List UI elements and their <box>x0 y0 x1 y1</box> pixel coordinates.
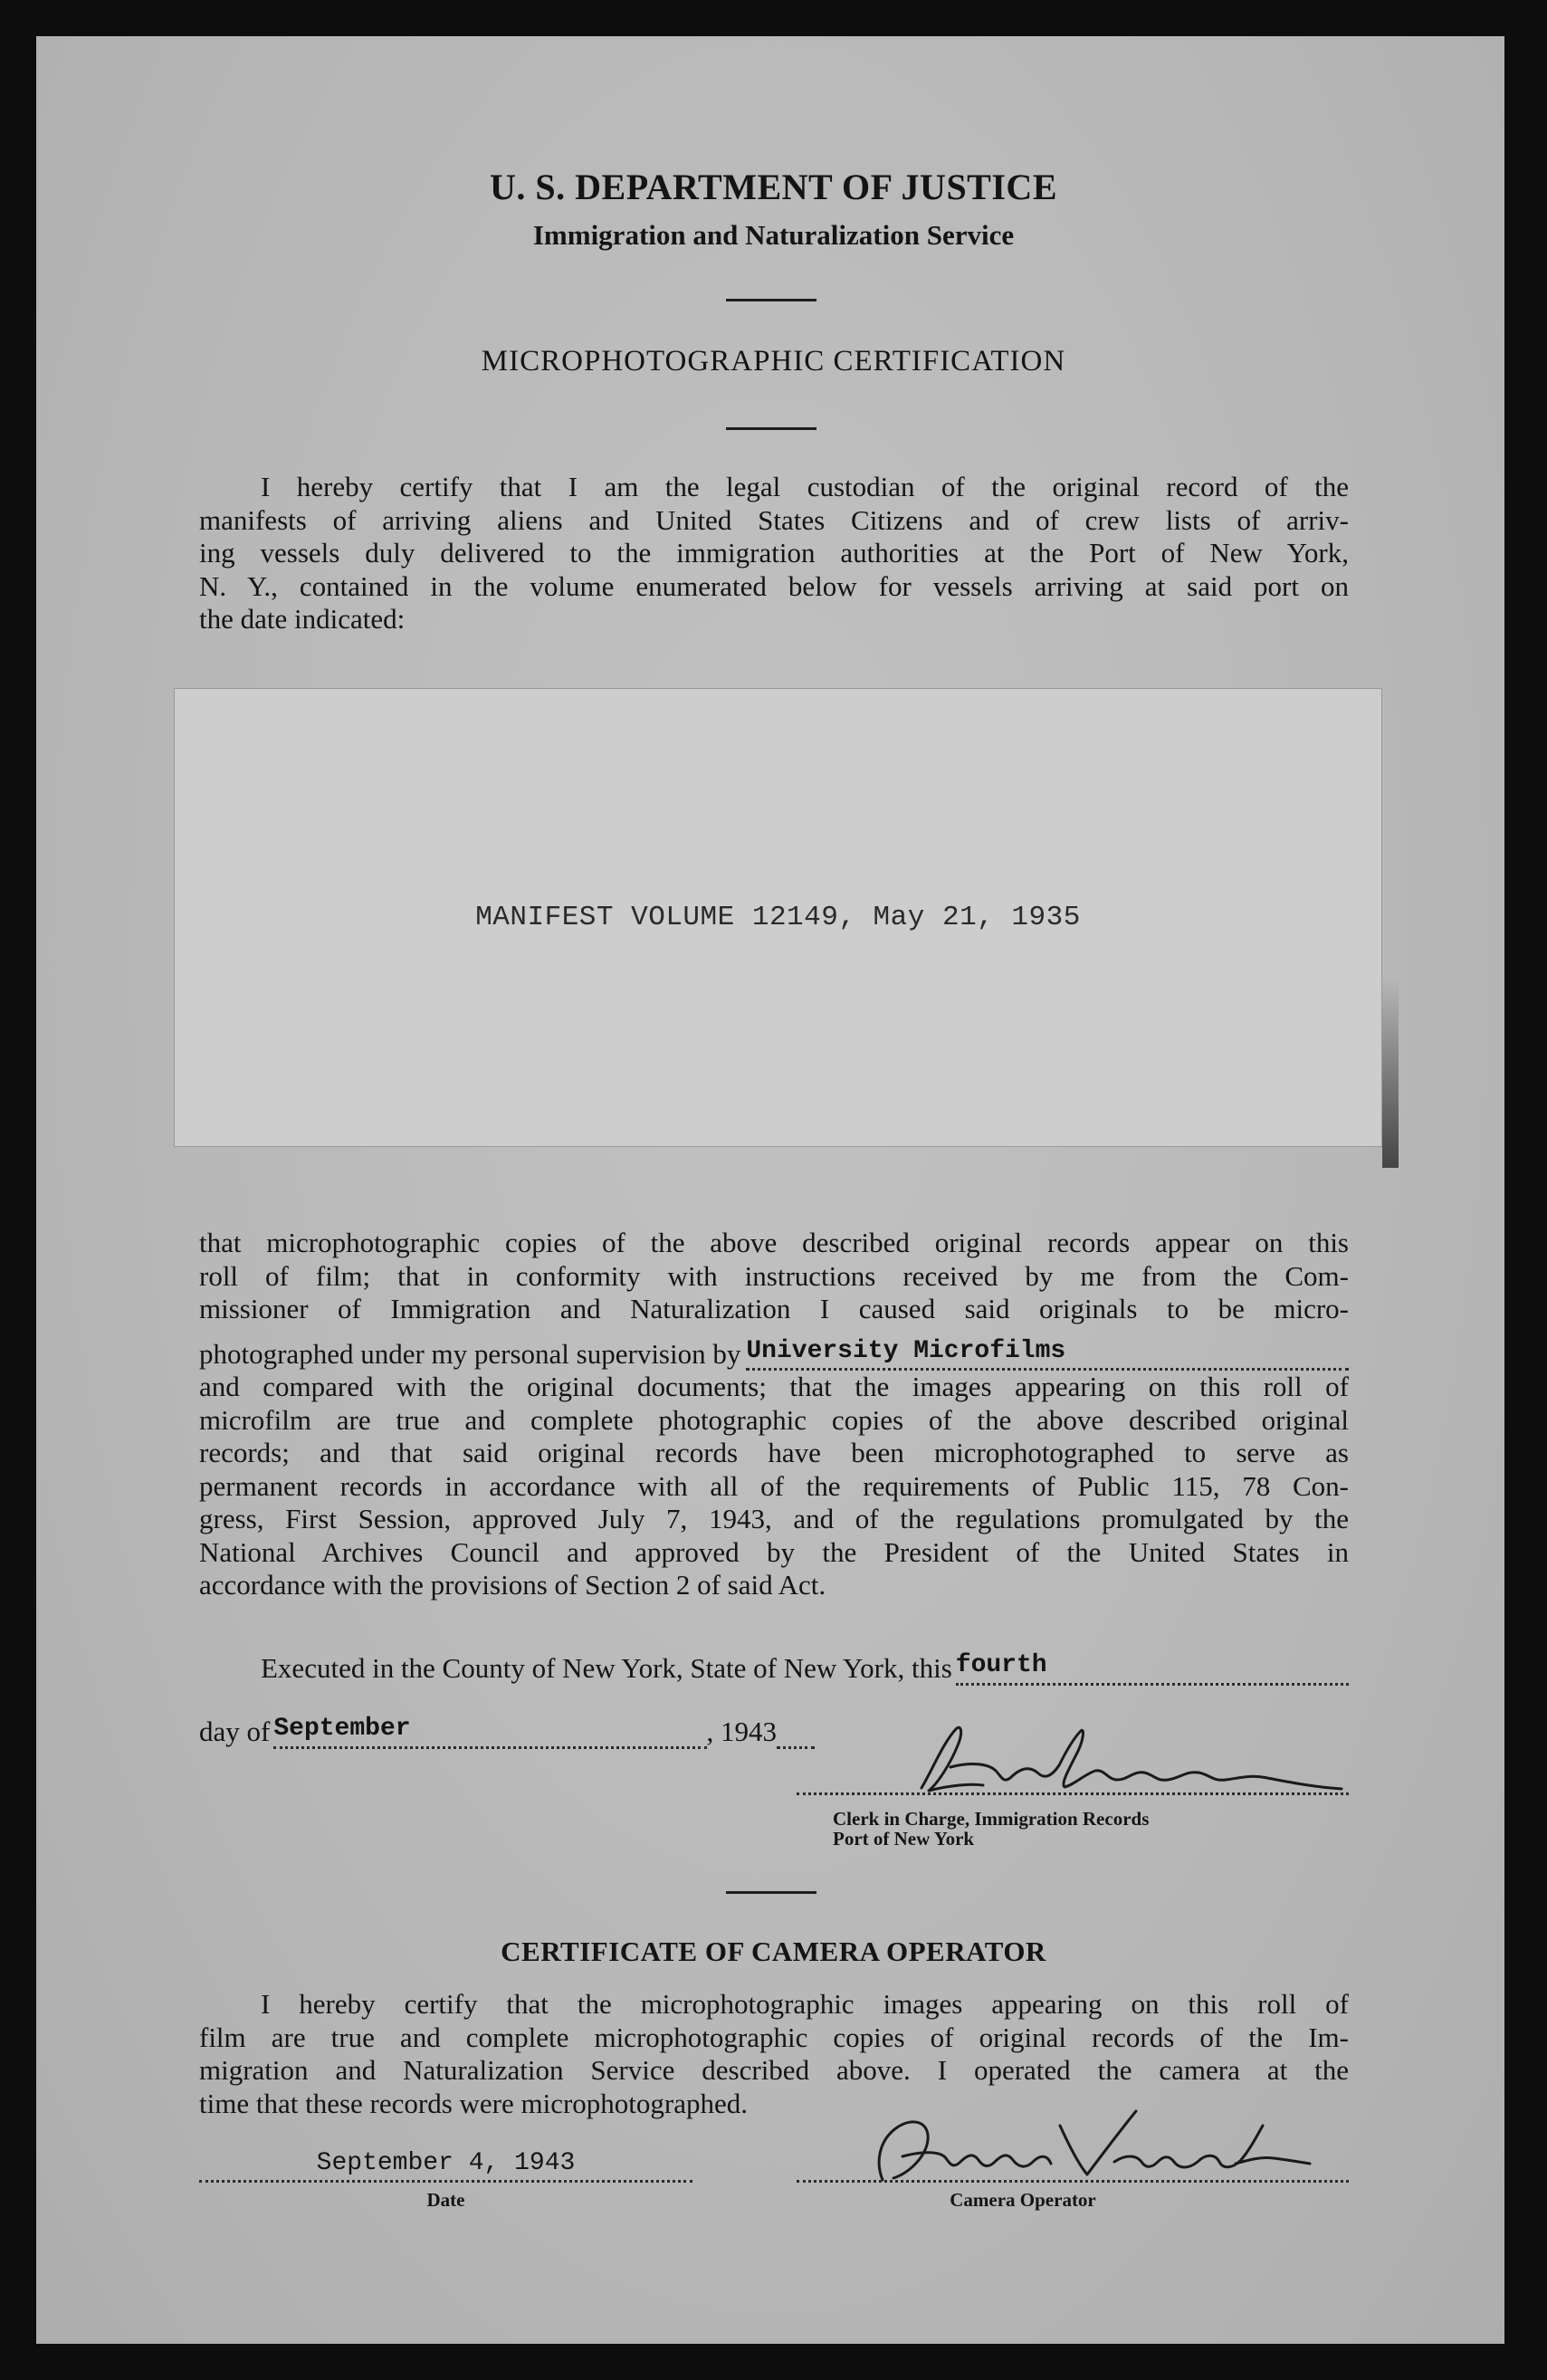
body-paragraph <box>199 1227 1349 1602</box>
paragraph-line: that microphotographic copies of the above described original records appear on this <box>199 1227 1349 1258</box>
paragraph-line: N. Y., contained in the volume enumerated below for vessels arriving at said port on <box>199 569 1349 602</box>
date-field <box>199 2146 692 2183</box>
divider <box>726 427 816 430</box>
operator-signature <box>846 2098 1317 2189</box>
certification-title: MICROPHOTOGRAPHIC CERTIFICATION <box>481 345 1066 378</box>
paragraph-line: permanent records in accordance with all of the requirements of Public 115, 78 Con- <box>199 1469 1349 1502</box>
paragraph-line: manifests of arriving aliens and United States Citizens and of crew lists of arriv- <box>199 503 1349 536</box>
department-heading: U. S. DEPARTMENT OF JUSTICE <box>490 167 1057 207</box>
executed-lead: Executed in the County of New York, State of New York, this <box>261 1652 952 1684</box>
paragraph-line: ing vessels duly delivered to the immigration authorities at the Port of New York, <box>199 537 1349 569</box>
day-of-line <box>199 1709 815 1749</box>
paragraph-line: missioner of Immigration and Naturalization I caused said originals to be micro- <box>199 1293 1349 1324</box>
paragraph-line: gress, First Session, approved July 7, 1943, and of the regulations promulgated by the <box>199 1503 1349 1534</box>
divider <box>726 299 816 301</box>
clerk-signature <box>896 1720 1349 1802</box>
paragraph-line: roll of film; that in conformity with instructions received by me from the Com- <box>199 1259 1349 1292</box>
paragraph-line: migration and Naturalization Service described above. I operated the camera at the <box>199 2054 1349 2086</box>
supervision-line <box>199 1332 1349 1372</box>
paragraph-line: microfilm are true and complete photographic copies of the above described original <box>199 1403 1349 1436</box>
paragraph-line: I hereby certify that the microphotographic images appearing on this roll of <box>261 1988 1349 2020</box>
clerk-location: Port of New York <box>833 1828 975 1850</box>
manifest-volume-text: MANIFEST VOLUME 12149, May 21, 1935 <box>475 902 1081 933</box>
paragraph-line: film are true and complete microphotographic copies of original records of the Im- <box>199 2021 1349 2053</box>
day-value: fourth <box>955 1651 1047 1679</box>
company-value: University Microfilms <box>746 1336 1066 1365</box>
year-trailing-dots <box>777 1746 815 1749</box>
paragraph-line: National Archives Council and approved by the President of the United States in <box>199 1535 1349 1568</box>
camera-heading: CERTIFICATE OF CAMERA OPERATOR <box>501 1936 1046 1967</box>
paragraph-line: accordance with the provisions of Section 2 of said Act. <box>199 1569 826 1601</box>
company-field <box>746 1332 1349 1372</box>
record-card <box>174 688 1382 1147</box>
month-value: September <box>273 1715 411 1743</box>
day-field <box>956 1646 1349 1686</box>
paragraph-line: and compared with the original documents; that the images appearing on this roll of <box>199 1371 1349 1402</box>
month-field <box>273 1709 706 1749</box>
camera-operator-label: Camera Operator <box>950 2189 1096 2211</box>
paragraph-line: records; and that said original records have been microphotographed to serve as <box>199 1437 1349 1468</box>
paragraph-line: the date indicated: <box>199 603 406 635</box>
year-text: , 1943 <box>706 1716 777 1747</box>
executed-line <box>199 1646 1349 1686</box>
card-shadow <box>1382 978 1399 1168</box>
paragraph-line: time that these records were microphotographed. <box>199 2087 748 2119</box>
clerk-title: Clerk in Charge, Immigration Records <box>833 1808 1150 1830</box>
supervision-lead: photographed under my personal supervision by <box>199 1337 741 1370</box>
service-subheading: Immigration and Naturalization Service <box>532 219 1015 251</box>
divider <box>726 1891 816 1894</box>
date-value: September 4, 1943 <box>316 2149 576 2177</box>
paragraph-line: I hereby certify that I am the legal custodian of the original record of the <box>261 471 1349 502</box>
day-of-label: day of <box>199 1716 271 1747</box>
date-label: Date <box>426 2189 465 2211</box>
intro-paragraph <box>199 471 1349 636</box>
